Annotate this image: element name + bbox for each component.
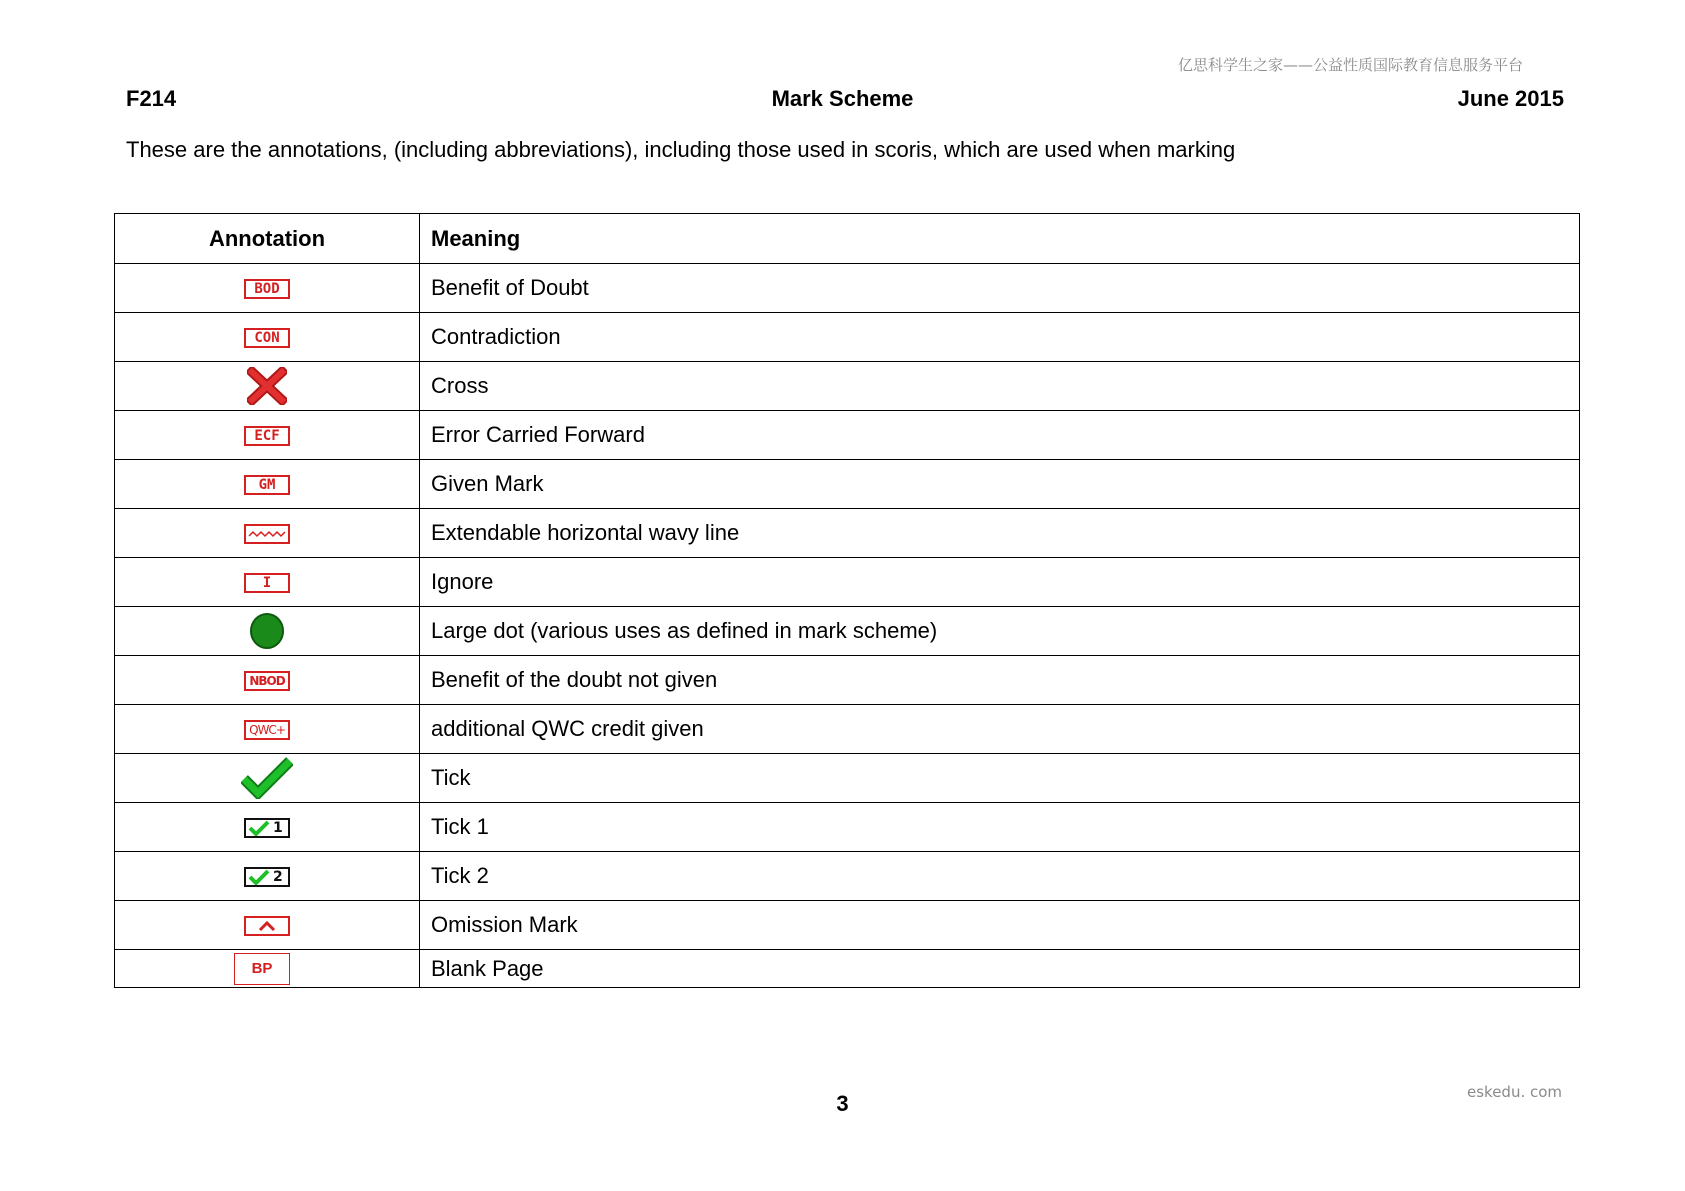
nbod-stamp-icon: NBOD [244, 671, 290, 691]
table-row [115, 264, 1580, 313]
watermark-top: 亿思科学生之家——公益性质国际教育信息服务平台 [1178, 56, 1524, 74]
table-row [115, 656, 1580, 705]
meaning-cell: Tick [420, 754, 1580, 803]
con-stamp-icon: CON [244, 328, 290, 348]
table-row [115, 460, 1580, 509]
tick-number-label: 1 [273, 820, 283, 837]
meaning-cell: Benefit of the doubt not given [420, 656, 1580, 705]
table-row [115, 705, 1580, 754]
meaning-cell: Contradiction [420, 313, 1580, 362]
table-header-row [115, 214, 1580, 264]
table-row [115, 950, 1580, 988]
paper-code: F214 [126, 86, 177, 111]
table-row [115, 852, 1580, 901]
table-row [115, 362, 1580, 411]
wavy-line-icon [244, 524, 290, 544]
table-row [115, 803, 1580, 852]
bod-stamp-icon: BOD [244, 279, 290, 299]
document-title: Mark Scheme [771, 86, 914, 111]
omission-mark-icon [244, 916, 290, 936]
table-row [115, 509, 1580, 558]
large-dot-icon [248, 612, 286, 650]
column-header-annotation: Annotation [115, 214, 420, 264]
intro-text: These are the annotations, (including abbreviations), including those used in scoris, which are used when marking [126, 137, 1236, 162]
meaning-cell: Omission Mark [420, 901, 1580, 950]
meaning-cell: Tick 2 [420, 852, 1580, 901]
meaning-cell: Benefit of Doubt [420, 264, 1580, 313]
blank-page-stamp-icon: BP [234, 953, 290, 985]
page-number: 3 [836, 1091, 849, 1116]
meaning-cell: additional QWC credit given [420, 705, 1580, 754]
table-row [115, 411, 1580, 460]
column-header-meaning: Meaning [420, 214, 1580, 264]
meaning-cell: Extendable horizontal wavy line [420, 509, 1580, 558]
tick-number-label: 2 [273, 869, 283, 886]
annotations-table [114, 213, 1580, 988]
watermark-bottom: eskedu. com [1467, 1083, 1563, 1101]
ecf-stamp-icon: ECF [244, 426, 290, 446]
tick-2-icon [244, 867, 290, 887]
cross-icon [247, 367, 287, 405]
meaning-cell: Cross [420, 362, 1580, 411]
meaning-cell: Error Carried Forward [420, 411, 1580, 460]
tick-1-icon [244, 818, 290, 838]
meaning-cell: Tick 1 [420, 803, 1580, 852]
meaning-cell: Given Mark [420, 460, 1580, 509]
table-row [115, 313, 1580, 362]
table-row [115, 754, 1580, 803]
meaning-cell: Ignore [420, 558, 1580, 607]
qwc-plus-stamp-icon: QWC+ [244, 720, 290, 740]
table-row [115, 607, 1580, 656]
meaning-cell: Blank Page [420, 950, 1580, 988]
table-row [115, 558, 1580, 607]
table-row [115, 901, 1580, 950]
gm-stamp-icon: GM [244, 475, 290, 495]
ignore-stamp-icon: I [244, 573, 290, 593]
tick-icon [241, 757, 293, 799]
meaning-cell: Large dot (various uses as defined in mark scheme) [420, 607, 1580, 656]
exam-date: June 2015 [1457, 86, 1564, 111]
